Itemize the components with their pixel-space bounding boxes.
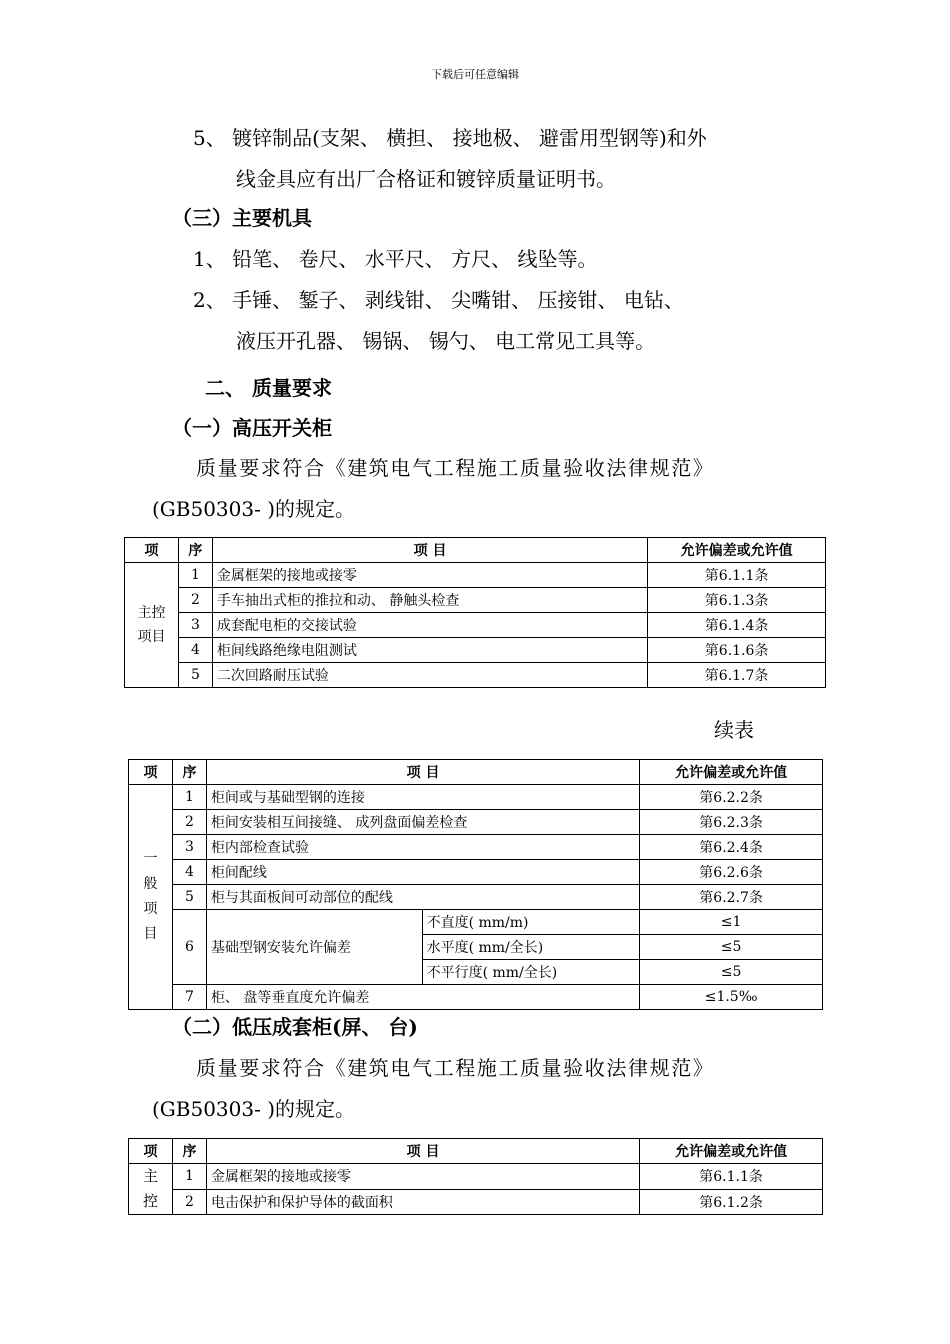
header-value: 允许偏差或允许值 — [648, 538, 826, 563]
table-row — [125, 613, 826, 638]
quality-heading: 二、 质量要求 — [205, 376, 332, 400]
table-row — [125, 588, 826, 613]
seq-cell: 1 — [172, 785, 206, 810]
lv-text-line2: (GB50303- )的规定。 — [152, 1097, 356, 1121]
table-row — [129, 860, 823, 885]
item-cell: 金属框架的接地或接零 — [206, 1164, 639, 1190]
tools-heading: （三）主要机具 — [172, 206, 312, 230]
item-cell: 基础型钢安装允许偏差 — [206, 910, 422, 985]
table-row — [129, 1164, 823, 1190]
continued-label: 续表 — [714, 718, 754, 742]
hv-heading: （一）高压开关柜 — [172, 416, 332, 440]
table-row — [129, 985, 823, 1010]
item-cell: 柜、 盘等垂直度允许偏差 — [206, 985, 639, 1010]
value-cell: 第6.2.2条 — [640, 785, 823, 810]
header-item: 项 目 — [206, 1139, 639, 1164]
header-category: 项 — [129, 1139, 173, 1164]
lv-heading: （二）低压成套柜(屏、 台) — [172, 1015, 418, 1039]
lv-text-line1: 质量要求符合《建筑电气工程施工质量验收法律规范》 — [196, 1056, 715, 1080]
table-header-row — [129, 1139, 823, 1164]
item-cell: 柜内部检查试验 — [206, 835, 639, 860]
lv-main-control-table — [128, 1138, 823, 1215]
header-seq: 序 — [172, 760, 206, 785]
item-cell: 手车抽出式柜的推拉和动、 静触头检查 — [212, 588, 647, 613]
header-seq: 序 — [178, 538, 212, 563]
table-header-row — [129, 760, 823, 785]
value-cell: ≤1.5‰ — [640, 985, 823, 1010]
seq-cell: 2 — [178, 588, 212, 613]
header-item: 项 目 — [212, 538, 647, 563]
seq-cell: 3 — [178, 613, 212, 638]
seq-cell: 1 — [172, 1164, 206, 1190]
value-cell: 第6.1.1条 — [640, 1164, 823, 1190]
tools-item-2-line2: 液压开孔器、 锡锅、 锡勺、 电工常见工具等。 — [236, 329, 656, 353]
header-seq: 序 — [172, 1139, 206, 1164]
item-cell: 柜间配线 — [206, 860, 639, 885]
material-item-5-line2: 线金具应有出厂合格证和镀锌质量证明书。 — [236, 167, 616, 191]
table-row — [125, 638, 826, 663]
value-cell: 第6.1.4条 — [648, 613, 826, 638]
seq-cell: 2 — [172, 1189, 206, 1215]
seq-cell: 2 — [172, 810, 206, 835]
item-cell: 柜间或与基础型钢的连接 — [206, 785, 639, 810]
hv-text-line2: (GB50303- )的规定。 — [152, 497, 356, 521]
sub-item-cell: 水平度( mm/全长) — [422, 935, 640, 960]
item-cell: 柜与其面板间可动部位的配线 — [206, 885, 639, 910]
value-cell: 第6.1.7条 — [648, 663, 826, 688]
sub-item-cell: 不直度( mm/m) — [422, 910, 640, 935]
tools-item-1: 1、 铅笔、 卷尺、 水平尺、 方尺、 线坠等。 — [193, 247, 598, 271]
item-cell: 金属框架的接地或接零 — [212, 563, 647, 588]
table-row — [129, 885, 823, 910]
table-row — [129, 835, 823, 860]
value-cell: 第6.1.6条 — [648, 638, 826, 663]
item-cell: 成套配电柜的交接试验 — [212, 613, 647, 638]
category-cell: 主控项目 — [125, 563, 179, 688]
item-cell: 柜间线路绝缘电阻测试 — [212, 638, 647, 663]
table-row — [125, 663, 826, 688]
table-header-row — [125, 538, 826, 563]
value-cell: 第6.1.3条 — [648, 588, 826, 613]
hv-text-line1: 质量要求符合《建筑电气工程施工质量验收法律规范》 — [196, 456, 715, 480]
header-item: 项 目 — [206, 760, 639, 785]
table-row — [125, 563, 826, 588]
category-cell: 一般项目 — [129, 785, 173, 1010]
tools-item-2-line1: 2、 手锤、 錾子、 剥线钳、 尖嘴钳、 压接钳、 电钻、 — [193, 288, 684, 312]
table-row — [129, 910, 823, 935]
seq-cell: 6 — [172, 910, 206, 985]
item-cell: 柜间安装相互间接缝、 成列盘面偏差检查 — [206, 810, 639, 835]
value-cell: 第6.2.6条 — [640, 860, 823, 885]
seq-cell: 4 — [172, 860, 206, 885]
value-cell: 第6.2.7条 — [640, 885, 823, 910]
seq-cell: 7 — [172, 985, 206, 1010]
header-value: 允许偏差或允许值 — [640, 760, 823, 785]
seq-cell: 3 — [172, 835, 206, 860]
item-cell: 二次回路耐压试验 — [212, 663, 647, 688]
item-cell: 电击保护和保护导体的截面积 — [206, 1189, 639, 1215]
hv-main-control-table — [124, 537, 826, 688]
header-category: 项 — [125, 538, 179, 563]
seq-cell: 5 — [172, 885, 206, 910]
value-cell: 第6.1.2条 — [640, 1189, 823, 1215]
header-value: 允许偏差或允许值 — [640, 1139, 823, 1164]
seq-cell: 5 — [178, 663, 212, 688]
table-row — [129, 785, 823, 810]
category-cell: 主控 — [129, 1164, 173, 1215]
value-cell: 第6.2.4条 — [640, 835, 823, 860]
seq-cell: 4 — [178, 638, 212, 663]
table-row — [129, 1189, 823, 1215]
value-cell: ≤5 — [640, 960, 823, 985]
sub-item-cell: 不平行度( mm/全长) — [422, 960, 640, 985]
page-header-note: 下载后可任意编辑 — [431, 68, 519, 81]
value-cell: ≤5 — [640, 935, 823, 960]
seq-cell: 1 — [178, 563, 212, 588]
hv-general-table — [128, 759, 823, 1010]
value-cell: ≤1 — [640, 910, 823, 935]
header-category: 项 — [129, 760, 173, 785]
table-row — [129, 810, 823, 835]
material-item-5-line1: 5、 镀锌制品(支架、 横担、 接地极、 避雷用型钢等)和外 — [193, 126, 707, 150]
value-cell: 第6.2.3条 — [640, 810, 823, 835]
value-cell: 第6.1.1条 — [648, 563, 826, 588]
